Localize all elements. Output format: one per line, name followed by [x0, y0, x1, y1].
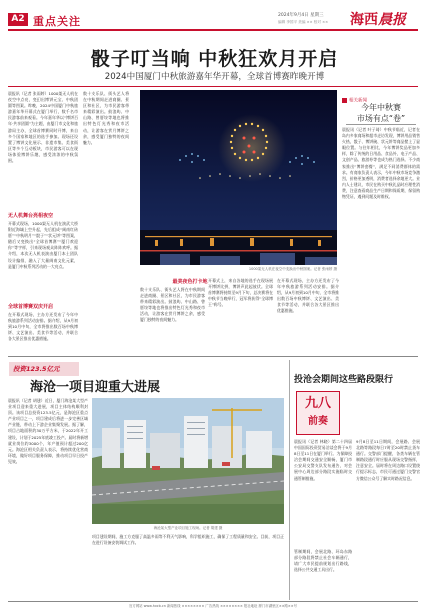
logo-text-a: 海西	[350, 12, 378, 28]
footer-rule	[8, 601, 418, 602]
sidebar-title-a: 今年中秋赛	[361, 103, 401, 112]
bottom-left-body2: 项目建设期间，施工方克服了高温多雨等不利天气影响，科学组织施工，确保了工程质量和安全。目前，项目正在进行设备安装调试工作。	[92, 534, 284, 546]
col3-body: 数十支乐队、街头艺人将在中秋期间走进商圈、景区和社区，为市民游客带来精彩演出。鼓浪屿、中山路、曾厝垵等地也将推出特色灯光秀和夜市活动，让游客在赏月博饼之余，感受厦门独特的夜间魅力。	[140, 287, 205, 323]
lead-section-body: 开幕式现场，1000架无人机在演武大桥附近海域上空升起，先后组成“闽南红砖厝”“中秋明月”“骰子”“状元饼”等图案，随后又变换出“全球首博赛”“厦门欢迎你”等字样，引来现场观众阵阵欢呼。据介绍，本次无人机表演由厦门本土团队设计编排，融入了大量闽南文化元素，是厦门中秋系列活动的一大亮点。	[8, 221, 78, 269]
header-rule	[8, 29, 418, 31]
sidebar-tag-label: 相关新闻	[349, 98, 367, 104]
countdown-badge	[296, 391, 340, 435]
sidebar-title-b: 市场有点“卷”	[356, 114, 406, 123]
footer-text: 官方网站 www.hxcb.cn 新闻热线 ×××××××× 广告热线 ×××××××× 报社地址 厦门市湖里区××路××号	[128, 604, 298, 608]
lead-headline: 骰子叮当响 中秋狂欢月开启	[90, 48, 339, 70]
construction-caption: 海沧某大型产业项目施工现场。记者 胡建 摄	[153, 526, 223, 530]
drone-show-photo	[140, 90, 337, 265]
lead-rule	[8, 86, 418, 87]
col5-body: 在开幕式现场，主办方还发布了今年中秋旅游系列活动安排。据介绍，从9月初到10月中旬，全市将推出数百场中秋博饼、文艺演出、美食节等活动，并联合各大景区推出优惠措施。	[277, 278, 339, 314]
sidebar-body: 晨报讯（记者 叶子琦）中秋节临近，记者在岛内多家商场和超市走访发现，博饼用品销售火热，骰子、博饼碗、状元饼等商品摆上了显眼位置。与往年相比，今年博饼奖品更加多样，除了传统的日用品、食品外，电子产品、文创产品、旅游券等也成为热门选择。不少商家推出“博饼套餐”，满足不同消费群体的需求。有商家负责人表示，今年中秋市场竞争激烈，价格更加透明，消费者选择余地更大。业内人士建议，市民在购买中秋礼品时应理性消费，注意查看商品生产日期和保质期，保留购物凭证，遇到问题及时维权。	[342, 127, 420, 200]
sidebar-rule	[346, 124, 416, 125]
lead-section2-body: 在开幕式现场，主办方还发布了今年中秋旅游系列活动安排。据介绍，从9月初到10月中旬，全市将推出数百场中秋博饼、文艺演出、美食节等活动，并联合各大景区推出优惠措施。	[8, 312, 78, 342]
lead-section-title: 无人机舞台亮相夜空	[8, 213, 54, 219]
col3-title: 最美夜色打卡地	[172, 279, 208, 285]
lead-section2-title: 全球首博赛双庆开启	[8, 304, 54, 310]
section-divider	[8, 356, 418, 357]
lead-body: 晨报讯（记者 张雨婷）1000架无人机在夜空中点亮，变幻出博饼元宝、中秋团圆等图案。昨晚，2024中国厦门中秋旅游嘉年华开幕式在厦门举行，数千名市民游客前来观看。今年嘉年华以“博饼百年·共享团圆”为主题，由厦门市文化和旅游局主办，全球首博赛同时开博，来自多个国家和地区的选手参加。现场还设置了博饼文化展示、非遗市集、美食街区等多个互动板块，市民游客可以在现场体验博饼乐趣，感受浓浓的中秋氛围。	[8, 91, 78, 164]
logo-text-b: 晨报	[378, 12, 406, 28]
header-date: 2024年9月4日 星期三	[278, 13, 324, 18]
sidebar	[342, 90, 420, 352]
header-editor: 编辑 李国平 美编 ×× 校对 ××	[278, 20, 329, 24]
bottom-left-body: 晨报讯（记者 胡建）近日，厦门海沧某大型产业项目迎来重大进展，项目主体结构顺利封顶。该项目总投资123.5亿元，是海沧区重点产业项目之一，项目建成后将进一步完善区域产业链，带动上下游企业集聚发展。据了解，项目占地面积约30万平方米，于2022年开工建设，计划于2025年底竣工投产。届时将新增就业岗位约3000个，年产值预计超过200亿元。海沧区相关负责人表示，将持续优化营商环境，做好项目服务保障，推动项目早日投产见效。	[8, 398, 88, 464]
bottom-right-body2: 管制期间，会展北路、环岛东路部分路段将禁止社会车辆通行，请广大市民提前规划出行路线，选择公共交通工具出行。	[294, 549, 352, 573]
bottom-right-headline: 投沧会期间这些路段限行	[294, 375, 394, 385]
section-title: 重点关注	[33, 15, 81, 28]
investment-tag	[9, 362, 79, 376]
masthead-logo	[350, 9, 420, 27]
investment-tag-label: 投资123.5亿元	[13, 365, 60, 373]
lead-subheadline: 2024中国厦门中秋旅游嘉年华开幕，全球首博赛昨晚开博	[104, 72, 325, 82]
col4-body: 开幕式上，来自各地的选手在现场展开博饼比拼，博饼声此起彼伏。全球首博赛将持续至9月下旬，总决赛将在中秋节当晚举行，冠军将获得“全球博王”称号。	[208, 278, 273, 308]
badge-text-a: 九八	[304, 396, 331, 411]
sidebar-tag	[342, 90, 420, 104]
bottom-right-col2: 9月8日至11日期间，会展路、会展北路等路段每日7时至20时禁止货车通行。交警部门提醒，各类车辆在管制路段通行时应服从现场交警指挥，注意安全。届时将在周边路口设置绕行提示标志，市民可通过厦门交警官方微信公众号了解实时路况信息。	[356, 439, 420, 481]
page-number: A2	[11, 14, 25, 24]
bottom-left-headline: 海沧一项目迎重大进展	[30, 380, 161, 395]
construction-photo	[92, 398, 284, 524]
bottom-right-body: 晨报讯（记者 林晓）第二十四届中国国际投资贸易洽谈会将于9月8日至11日在厦门举行。为保障投洽会期间交通安全顺畅，厦门市公安局交警支队发布通告，对会展中心周边部分路段实施临时交通管制措施。	[294, 439, 352, 481]
badge-text-b: 前奏	[308, 416, 328, 427]
page-header	[0, 0, 425, 44]
lead-col2-body: 数十支乐队、街头艺人将在中秋期间走进商圈、景区和社区，为市民游客带来精彩演出。鼓浪屿、中山路、曾厝垵等地也将推出特色灯光秀和夜市活动，让游客在赏月博饼之余，感受厦门独特的夜间魅力。	[83, 91, 129, 145]
bottom-right-rule	[289, 360, 290, 600]
drone-photo-caption: 1000架无人机在夜空中变换出中秋图案。记者 张雨婷 摄	[248, 267, 337, 271]
